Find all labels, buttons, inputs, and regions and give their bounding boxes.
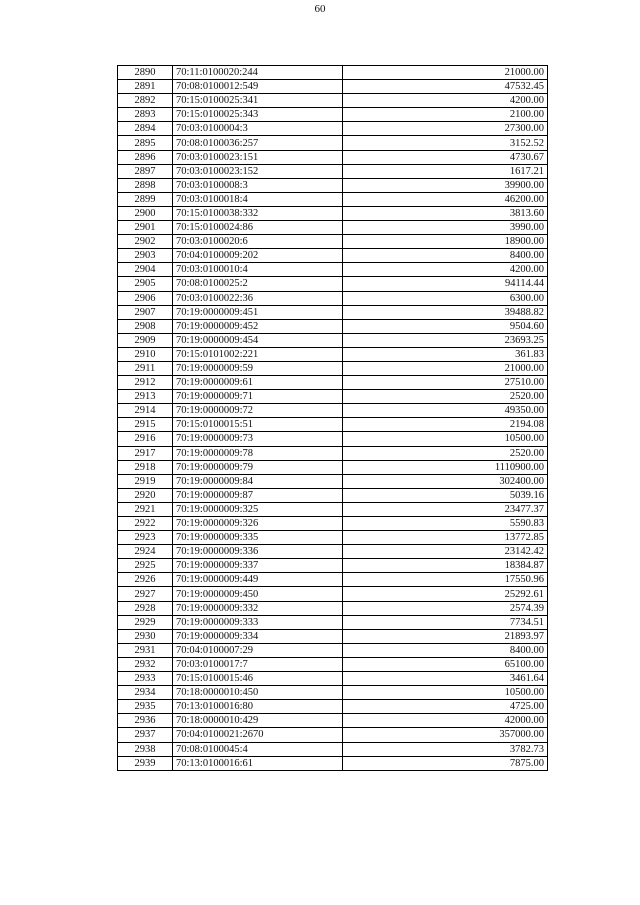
table-row	[118, 221, 548, 235]
row-number-cell: 2930	[118, 629, 173, 643]
amount-cell: 4725.00	[343, 700, 548, 714]
amount-cell: 7875.00	[343, 756, 548, 770]
table-row	[118, 587, 548, 601]
amount-cell: 2194.08	[343, 418, 548, 432]
row-number-cell: 2898	[118, 178, 173, 192]
row-number-cell: 2915	[118, 418, 173, 432]
amount-cell: 23477.37	[343, 502, 548, 516]
cadastral-number-cell: 70:19:0000009:87	[173, 488, 343, 502]
amount-cell: 4200.00	[343, 94, 548, 108]
table-row	[118, 657, 548, 671]
table-row	[118, 488, 548, 502]
cadastral-number-cell: 70:19:0000009:61	[173, 376, 343, 390]
row-number-cell: 2918	[118, 460, 173, 474]
table-row	[118, 545, 548, 559]
row-number-cell: 2899	[118, 192, 173, 206]
row-number-cell: 2929	[118, 615, 173, 629]
table-row	[118, 446, 548, 460]
amount-cell: 5039.16	[343, 488, 548, 502]
cadastral-number-cell: 70:03:0100010:4	[173, 263, 343, 277]
table-row	[118, 615, 548, 629]
row-number-cell: 2926	[118, 573, 173, 587]
cadastral-number-cell: 70:04:0100007:29	[173, 643, 343, 657]
table-row	[118, 319, 548, 333]
row-number-cell: 2936	[118, 714, 173, 728]
cadastral-number-cell: 70:11:0100020:244	[173, 66, 343, 80]
row-number-cell: 2913	[118, 390, 173, 404]
table-row	[118, 474, 548, 488]
amount-cell: 2100.00	[343, 108, 548, 122]
table-row	[118, 460, 548, 474]
amount-cell: 8400.00	[343, 249, 548, 263]
cadastral-number-cell: 70:19:0000009:78	[173, 446, 343, 460]
cadastral-number-cell: 70:19:0000009:332	[173, 601, 343, 615]
row-number-cell: 2937	[118, 728, 173, 742]
amount-cell: 5590.83	[343, 517, 548, 531]
row-number-cell: 2920	[118, 488, 173, 502]
data-table	[117, 65, 548, 771]
amount-cell: 6300.00	[343, 291, 548, 305]
amount-cell: 39488.82	[343, 305, 548, 319]
cadastral-number-cell: 70:19:0000009:451	[173, 305, 343, 319]
row-number-cell: 2938	[118, 742, 173, 756]
table-row	[118, 728, 548, 742]
row-number-cell: 2916	[118, 432, 173, 446]
cadastral-number-cell: 70:03:0100022:36	[173, 291, 343, 305]
table-row	[118, 305, 548, 319]
table-row	[118, 136, 548, 150]
cadastral-number-cell: 70:19:0000009:73	[173, 432, 343, 446]
row-number-cell: 2901	[118, 221, 173, 235]
row-number-cell: 2906	[118, 291, 173, 305]
amount-cell: 42000.00	[343, 714, 548, 728]
row-number-cell: 2914	[118, 404, 173, 418]
table-row	[118, 66, 548, 80]
row-number-cell: 2925	[118, 559, 173, 573]
amount-cell: 47532.45	[343, 80, 548, 94]
cadastral-number-cell: 70:19:0000009:71	[173, 390, 343, 404]
cadastral-number-cell: 70:19:0000009:450	[173, 587, 343, 601]
amount-cell: 27300.00	[343, 122, 548, 136]
row-number-cell: 2931	[118, 643, 173, 657]
table-row	[118, 672, 548, 686]
cadastral-number-cell: 70:15:0101002:221	[173, 347, 343, 361]
table-row	[118, 347, 548, 361]
row-number-cell: 2908	[118, 319, 173, 333]
cadastral-number-cell: 70:03:0100004:3	[173, 122, 343, 136]
row-number-cell: 2893	[118, 108, 173, 122]
row-number-cell: 2894	[118, 122, 173, 136]
cadastral-number-cell: 70:19:0000009:72	[173, 404, 343, 418]
cadastral-number-cell: 70:15:0100024:86	[173, 221, 343, 235]
row-number-cell: 2924	[118, 545, 173, 559]
row-number-cell: 2895	[118, 136, 173, 150]
amount-cell: 2520.00	[343, 446, 548, 460]
cadastral-number-cell: 70:08:0100025:2	[173, 277, 343, 291]
table-row	[118, 122, 548, 136]
row-number-cell: 2902	[118, 235, 173, 249]
amount-cell: 10500.00	[343, 432, 548, 446]
cadastral-number-cell: 70:19:0000009:334	[173, 629, 343, 643]
cadastral-number-cell: 70:15:0100038:332	[173, 206, 343, 220]
amount-cell: 2574.39	[343, 601, 548, 615]
table-row	[118, 742, 548, 756]
amount-cell: 10500.00	[343, 686, 548, 700]
amount-cell: 27510.00	[343, 376, 548, 390]
row-number-cell: 2903	[118, 249, 173, 263]
row-number-cell: 2904	[118, 263, 173, 277]
cadastral-number-cell: 70:19:0000009:84	[173, 474, 343, 488]
row-number-cell: 2900	[118, 206, 173, 220]
table-row	[118, 235, 548, 249]
amount-cell: 3813.60	[343, 206, 548, 220]
cadastral-number-cell: 70:03:0100018:4	[173, 192, 343, 206]
amount-cell: 21000.00	[343, 66, 548, 80]
table-row	[118, 686, 548, 700]
row-number-cell: 2932	[118, 657, 173, 671]
row-number-cell: 2922	[118, 517, 173, 531]
page-number: 60	[314, 3, 326, 15]
row-number-cell: 2928	[118, 601, 173, 615]
cadastral-number-cell: 70:04:0100021:2670	[173, 728, 343, 742]
cadastral-number-cell: 70:15:0100025:341	[173, 94, 343, 108]
table-row	[118, 164, 548, 178]
row-number-cell: 2891	[118, 80, 173, 94]
cadastral-number-cell: 70:03:0100017:7	[173, 657, 343, 671]
table-row	[118, 277, 548, 291]
cadastral-number-cell: 70:03:0100023:151	[173, 150, 343, 164]
row-number-cell: 2892	[118, 94, 173, 108]
cadastral-number-cell: 70:19:0000009:325	[173, 502, 343, 516]
cadastral-number-cell: 70:13:0100016:80	[173, 700, 343, 714]
row-number-cell: 2896	[118, 150, 173, 164]
amount-cell: 23693.25	[343, 333, 548, 347]
row-number-cell: 2890	[118, 66, 173, 80]
table-row	[118, 376, 548, 390]
table-row	[118, 404, 548, 418]
amount-cell: 46200.00	[343, 192, 548, 206]
cadastral-number-cell: 70:08:0100036:257	[173, 136, 343, 150]
table-row	[118, 517, 548, 531]
table-row	[118, 643, 548, 657]
cadastral-number-cell: 70:15:0100015:51	[173, 418, 343, 432]
table-body	[118, 66, 548, 771]
amount-cell: 21893.97	[343, 629, 548, 643]
amount-cell: 361.83	[343, 347, 548, 361]
row-number-cell: 2905	[118, 277, 173, 291]
table-row	[118, 756, 548, 770]
table-row	[118, 714, 548, 728]
amount-cell: 25292.61	[343, 587, 548, 601]
amount-cell: 4730.67	[343, 150, 548, 164]
cadastral-number-cell: 70:04:0100009:202	[173, 249, 343, 263]
table-row	[118, 108, 548, 122]
cadastral-number-cell: 70:13:0100016:61	[173, 756, 343, 770]
table-row	[118, 291, 548, 305]
row-number-cell: 2927	[118, 587, 173, 601]
row-number-cell: 2935	[118, 700, 173, 714]
row-number-cell: 2910	[118, 347, 173, 361]
cadastral-number-cell: 70:19:0000009:326	[173, 517, 343, 531]
cadastral-number-cell: 70:19:0000009:337	[173, 559, 343, 573]
table-row	[118, 178, 548, 192]
table-row	[118, 531, 548, 545]
row-number-cell: 2934	[118, 686, 173, 700]
cadastral-number-cell: 70:15:0100025:343	[173, 108, 343, 122]
amount-cell: 49350.00	[343, 404, 548, 418]
cadastral-number-cell: 70:19:0000009:333	[173, 615, 343, 629]
amount-cell: 357000.00	[343, 728, 548, 742]
cadastral-number-cell: 70:19:0000009:452	[173, 319, 343, 333]
cadastral-number-cell: 70:03:0100008:3	[173, 178, 343, 192]
cadastral-number-cell: 70:19:0000009:335	[173, 531, 343, 545]
amount-cell: 3152.52	[343, 136, 548, 150]
amount-cell: 1617.21	[343, 164, 548, 178]
table-row	[118, 94, 548, 108]
amount-cell: 21000.00	[343, 361, 548, 375]
cadastral-number-cell: 70:19:0000009:79	[173, 460, 343, 474]
cadastral-number-cell: 70:19:0000009:336	[173, 545, 343, 559]
table-row	[118, 80, 548, 94]
table-row	[118, 249, 548, 263]
cadastral-number-cell: 70:19:0000009:454	[173, 333, 343, 347]
table-row	[118, 432, 548, 446]
cadastral-number-cell: 70:03:0100020:6	[173, 235, 343, 249]
table-row	[118, 390, 548, 404]
cadastral-number-cell: 70:08:0100012:549	[173, 80, 343, 94]
amount-cell: 302400.00	[343, 474, 548, 488]
amount-cell: 3461.64	[343, 672, 548, 686]
cadastral-number-cell: 70:19:0000009:59	[173, 361, 343, 375]
table-row	[118, 418, 548, 432]
table-row	[118, 502, 548, 516]
row-number-cell: 2909	[118, 333, 173, 347]
amount-cell: 18384.87	[343, 559, 548, 573]
table-row	[118, 150, 548, 164]
amount-cell: 94114.44	[343, 277, 548, 291]
table-row	[118, 361, 548, 375]
amount-cell: 9504.60	[343, 319, 548, 333]
cadastral-number-cell: 70:18:0000010:429	[173, 714, 343, 728]
table-row	[118, 700, 548, 714]
row-number-cell: 2921	[118, 502, 173, 516]
amount-cell: 8400.00	[343, 643, 548, 657]
table-row	[118, 263, 548, 277]
table-row	[118, 559, 548, 573]
amount-cell: 7734.51	[343, 615, 548, 629]
row-number-cell: 2933	[118, 672, 173, 686]
amount-cell: 17550.96	[343, 573, 548, 587]
amount-cell: 23142.42	[343, 545, 548, 559]
amount-cell: 2520.00	[343, 390, 548, 404]
row-number-cell: 2939	[118, 756, 173, 770]
table-row	[118, 192, 548, 206]
row-number-cell: 2919	[118, 474, 173, 488]
table-row	[118, 601, 548, 615]
amount-cell: 65100.00	[343, 657, 548, 671]
row-number-cell: 2911	[118, 361, 173, 375]
row-number-cell: 2923	[118, 531, 173, 545]
table-row	[118, 629, 548, 643]
amount-cell: 18900.00	[343, 235, 548, 249]
row-number-cell: 2912	[118, 376, 173, 390]
amount-cell: 4200.00	[343, 263, 548, 277]
row-number-cell: 2907	[118, 305, 173, 319]
cadastral-number-cell: 70:15:0100015:46	[173, 672, 343, 686]
table-row	[118, 333, 548, 347]
amount-cell: 3782.73	[343, 742, 548, 756]
table-row	[118, 573, 548, 587]
amount-cell: 13772.85	[343, 531, 548, 545]
row-number-cell: 2897	[118, 164, 173, 178]
amount-cell: 1110900.00	[343, 460, 548, 474]
cadastral-number-cell: 70:03:0100023:152	[173, 164, 343, 178]
amount-cell: 3990.00	[343, 221, 548, 235]
cadastral-number-cell: 70:19:0000009:449	[173, 573, 343, 587]
cadastral-number-cell: 70:08:0100045:4	[173, 742, 343, 756]
table-row	[118, 206, 548, 220]
cadastral-number-cell: 70:18:0000010:450	[173, 686, 343, 700]
row-number-cell: 2917	[118, 446, 173, 460]
amount-cell: 39900.00	[343, 178, 548, 192]
